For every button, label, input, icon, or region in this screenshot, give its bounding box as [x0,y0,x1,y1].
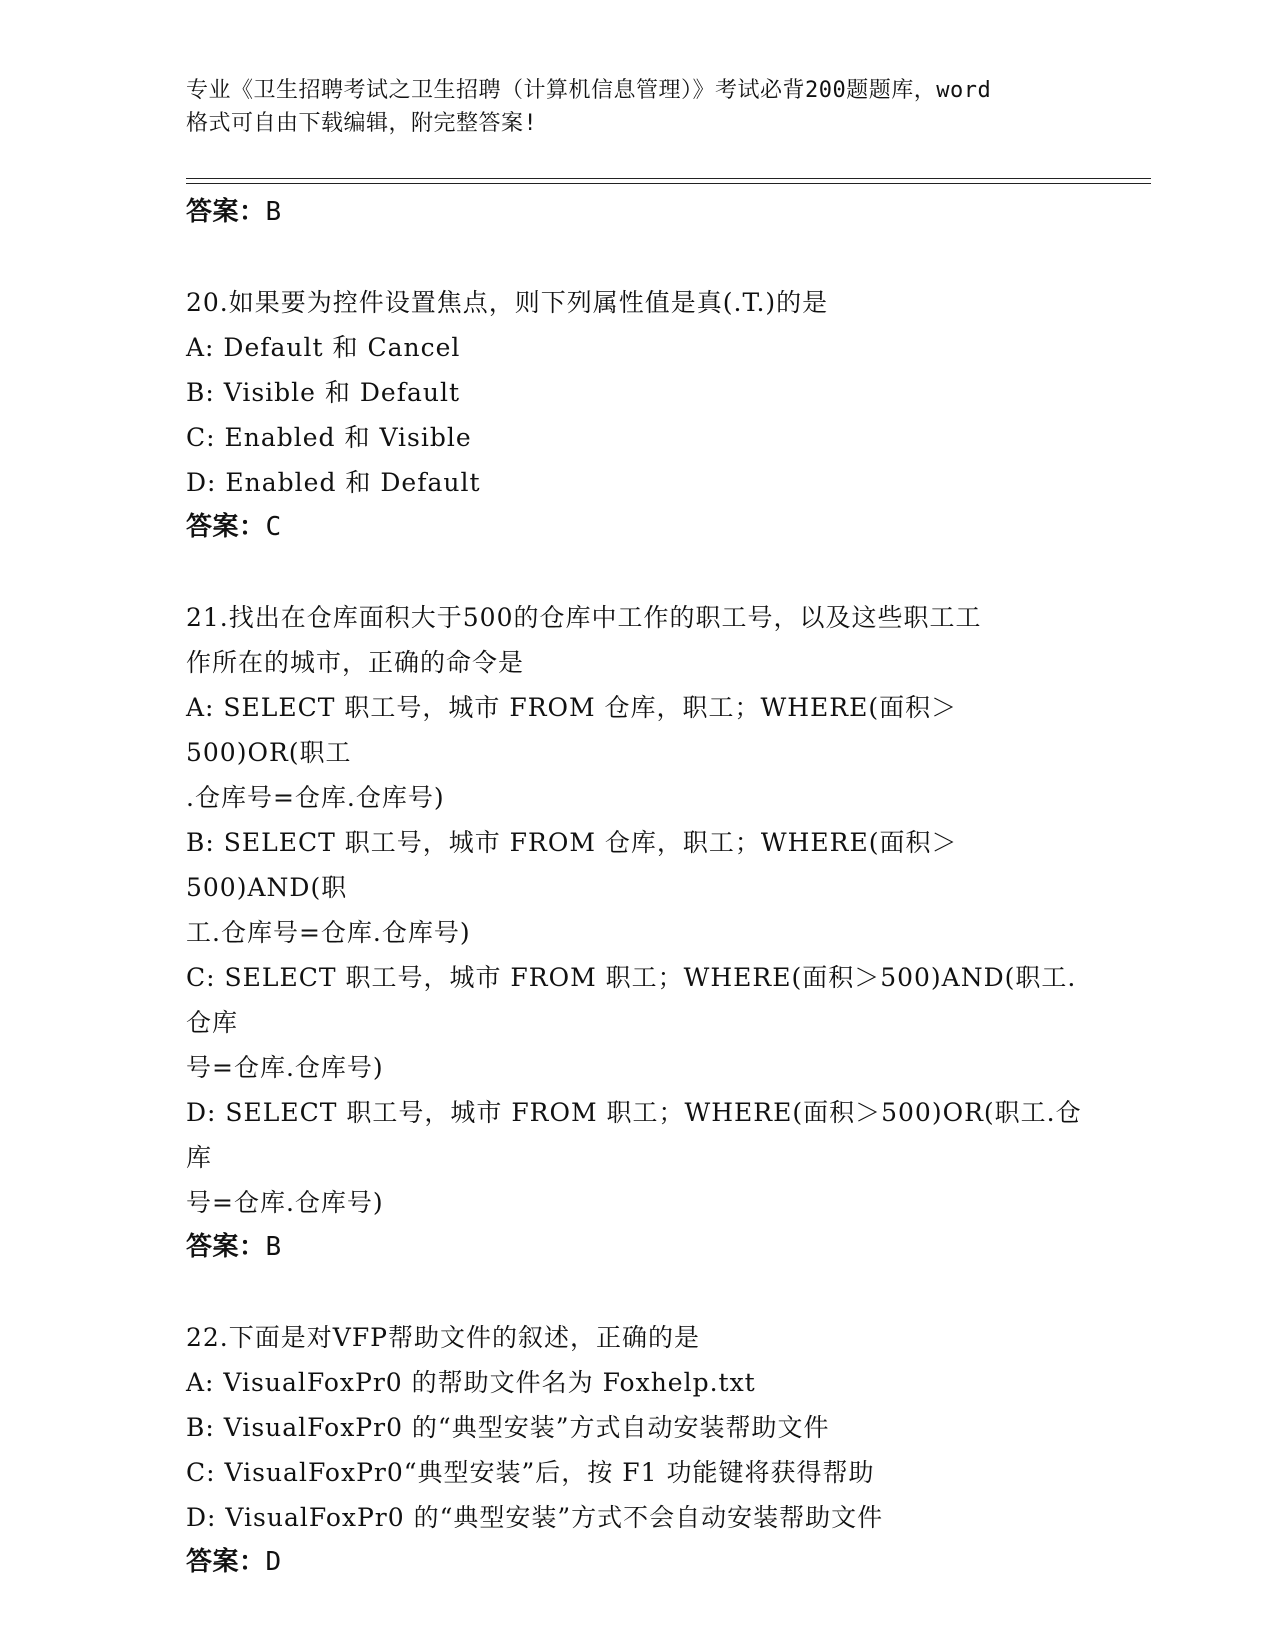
question-text: 20.如果要为控件设置焦点，则下列属性值是真(.T.)的是 [186,288,829,317]
answer-label: 答案： [186,1232,266,1262]
answer-line [186,1540,1086,1585]
answer-option [186,1360,1086,1405]
option-text-line: B: SELECT 职工号，城市 FROM 仓库，职工；WHERE(面积＞500)AND(职 [186,828,958,902]
answer-option [186,1450,1086,1495]
option-text-line: C: Enabled 和 Visible [186,423,472,452]
answer-option [186,370,1086,415]
header-rule-top [186,178,1151,179]
option-text-line: D: SELECT 职工号，城市 FROM 职工；WHERE(面积＞500)OR(职工.仓库 [186,1098,1082,1172]
option-text-line: A: SELECT 职工号，城市 FROM 仓库，职工；WHERE(面积＞500)OR(职工 [186,693,958,767]
question-block [186,280,1086,550]
spacer [186,235,1086,280]
option-text-line: 工.仓库号=仓库.仓库号) [186,918,471,947]
option-text-line: .仓库号=仓库.仓库号) [186,783,445,812]
answer-value: B [265,197,282,227]
option-text-line: B: VisualFoxPr0 的“典型安装”方式自动安装帮助文件 [186,1413,830,1442]
option-text-line: 号=仓库.仓库号) [186,1188,384,1217]
answer-value: B [265,1232,282,1262]
question-text: 22.下面是对VFP帮助文件的叙述，正确的是 [186,1323,700,1352]
previous-answer [186,190,1086,235]
document-header [186,74,1086,140]
option-text-line: A: Default 和 Cancel [186,333,461,362]
spacer [186,550,1086,595]
question-block [186,595,1086,1270]
answer-option [186,1090,1086,1225]
answer-value: C [265,512,282,542]
answer-line [186,1225,1086,1270]
header-rule-bottom [186,183,1151,184]
header-line-1: 专业《卫生招聘考试之卫生招聘（计算机信息管理）》考试必背200题题库，word [186,78,992,103]
answer-option [186,1405,1086,1450]
option-text-line: B: Visible 和 Default [186,378,461,407]
option-text-line: 号=仓库.仓库号) [186,1053,384,1082]
answer-option [186,685,1086,820]
answer-option [186,415,1086,460]
answer-label: 答案： [186,512,266,542]
option-text-line: A: VisualFoxPr0 的帮助文件名为 Foxhelp.txt [186,1368,756,1397]
question-block [186,1315,1086,1585]
option-text-line: C: VisualFoxPr0“典型安装”后，按 F1 功能键将获得帮助 [186,1458,875,1487]
question-text: 21.找出在仓库面积大于500的仓库中工作的职工号，以及这些职工工 [186,603,982,632]
answer-option [186,1495,1086,1540]
answer-option [186,820,1086,955]
answer-option [186,325,1086,370]
answer-label: 答案： [186,1547,266,1577]
header-line-2: 格式可自由下载编辑，附完整答案! [186,111,538,136]
question-list [186,235,1086,1585]
answer-label: 答案： [186,197,266,227]
answer-line [186,505,1086,550]
document-body [186,190,1086,1585]
spacer [186,1270,1086,1315]
question-text: 作所在的城市，正确的命令是 [186,648,525,677]
answer-option [186,460,1086,505]
answer-option [186,955,1086,1090]
answer-value: D [265,1547,282,1577]
option-text-line: D: Enabled 和 Default [186,468,481,497]
option-text-line: C: SELECT 职工号，城市 FROM 职工；WHERE(面积＞500)AND(职工.仓库 [186,963,1077,1037]
option-text-line: D: VisualFoxPr0 的“典型安装”方式不会自动安装帮助文件 [186,1503,884,1532]
